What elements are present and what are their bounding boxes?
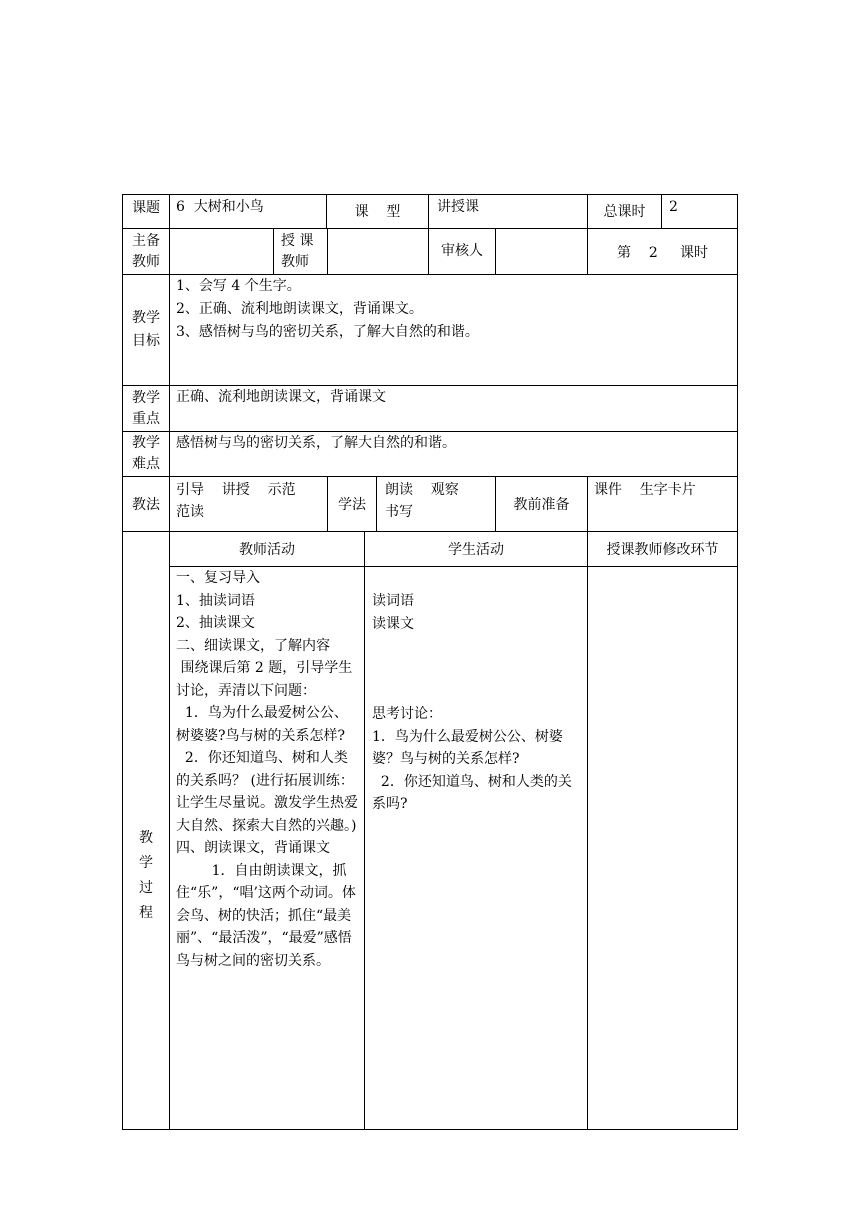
total-hours-value: 2 [669, 199, 678, 215]
revise-cell [587, 566, 738, 1130]
goal-item-3: 3、感悟树与鸟的密切关系，了解大自然的和谐。 [176, 324, 479, 340]
total-hours-label: 总课时 [603, 204, 646, 220]
learning-method-label: 学法 [338, 497, 366, 513]
prep-teacher-label-2: 教师 [132, 254, 160, 270]
difficulties-label-2: 难点 [132, 456, 160, 472]
difficulties-label-1: 教学 [132, 435, 160, 451]
teaching-teacher-label-1: 授 课 [281, 233, 314, 249]
student-activity-cell [364, 566, 588, 1130]
student-activity-text-b [372, 703, 580, 816]
teacher-line-3: 2、抽读课文 [176, 615, 255, 631]
revise-header: 授课教师修改环节 [606, 542, 719, 558]
teacher-line-8: 四、朗读课文，背诵课文 [176, 840, 330, 856]
difficulties-value: 感悟树与鸟的密切关系，了解大自然的和谐。 [176, 435, 456, 451]
learning-method-line-1: 朗读 观察 [385, 482, 459, 498]
teaching-method-line-1: 引导 讲授 示范 [176, 482, 296, 498]
reviewer-value-cell [495, 228, 588, 275]
student-line-3: 思考讨论： [372, 706, 442, 722]
student-activity-text-a [372, 590, 580, 635]
process-label-char-3: 过 [139, 880, 153, 896]
student-line-4: 1．鸟为什么最爱树公公、树婆婆？鸟与树的关系怎样? [372, 728, 563, 767]
goal-item-1: 1、会写 4 个生字。 [176, 278, 301, 294]
key-points-label-1: 教学 [132, 390, 160, 406]
process-label-char-2: 学 [139, 855, 153, 871]
teacher-line-4: 二、细读课文，了解内容 [176, 637, 330, 654]
teaching-teacher-value-cell [327, 228, 429, 275]
goal-item-2: 2、正确、流利地朗读课文，背诵课文。 [176, 301, 423, 317]
process-label-char-1: 教 [139, 830, 153, 846]
teacher-line-2: 1、抽读词语 [176, 592, 255, 609]
student-line-5: 2．你还知道鸟、树和人类的关系吗? [372, 773, 572, 812]
learning-method-line-2: 书写 [385, 504, 413, 520]
teacher-line-9: 1．自由朗读课文，抓住“乐”，“唱’这两个动词。体会鸟、树的快活；抓住“最美丽”、“最活泼”，“最爱”感悟鸟与树之间的密切关系。 [176, 862, 356, 969]
prep-teacher-label-1: 主备 [132, 233, 160, 249]
teacher-line-6: 1．鸟为什么最爱树公公、树婆婆?鸟与树的关系怎样? [176, 705, 348, 744]
teacher-line-7: 2．你还知道鸟、树和人类的关系吗？ (进行拓展训练：让学生尽量说。激发学生热爱大自然、探索大自然的兴趣。) [176, 750, 358, 834]
goals-label-1: 教学 [132, 310, 160, 326]
process-label-char-4: 程 [139, 905, 153, 921]
type-value: 讲授课 [437, 199, 479, 215]
reviewer-label: 审核人 [441, 243, 483, 259]
topic-value: 6 大树和小鸟 [176, 199, 264, 215]
teacher-line-1: 一、复习导入 [176, 570, 260, 586]
prep-label: 教前准备 [513, 497, 570, 513]
teaching-method-line-2: 范读 [176, 504, 204, 520]
teacher-line-5: 围绕课后第 2 题，引导学生讨论，弄清以下问题： [176, 660, 353, 699]
period-label: 第 2 课时 [617, 245, 708, 261]
topic-label: 课题 [132, 200, 160, 216]
prep-teacher-value-cell [169, 228, 274, 275]
teacher-activity-header: 教师活动 [239, 542, 295, 558]
type-label: 课 型 [354, 204, 401, 220]
student-line-2: 读课文 [372, 615, 414, 632]
goals-label-2: 目标 [132, 333, 160, 349]
teaching-teacher-label-2: 教师 [281, 254, 309, 270]
teaching-method-label: 教法 [132, 497, 160, 513]
prep-value: 课件 生字卡片 [594, 482, 696, 498]
student-activity-header: 学生活动 [448, 542, 504, 558]
teacher-activity-text [176, 567, 359, 972]
student-line-1: 读词语 [372, 593, 414, 609]
key-points-value: 正确、流利地朗读课文，背诵课文 [176, 389, 386, 405]
key-points-label-2: 重点 [132, 411, 160, 427]
